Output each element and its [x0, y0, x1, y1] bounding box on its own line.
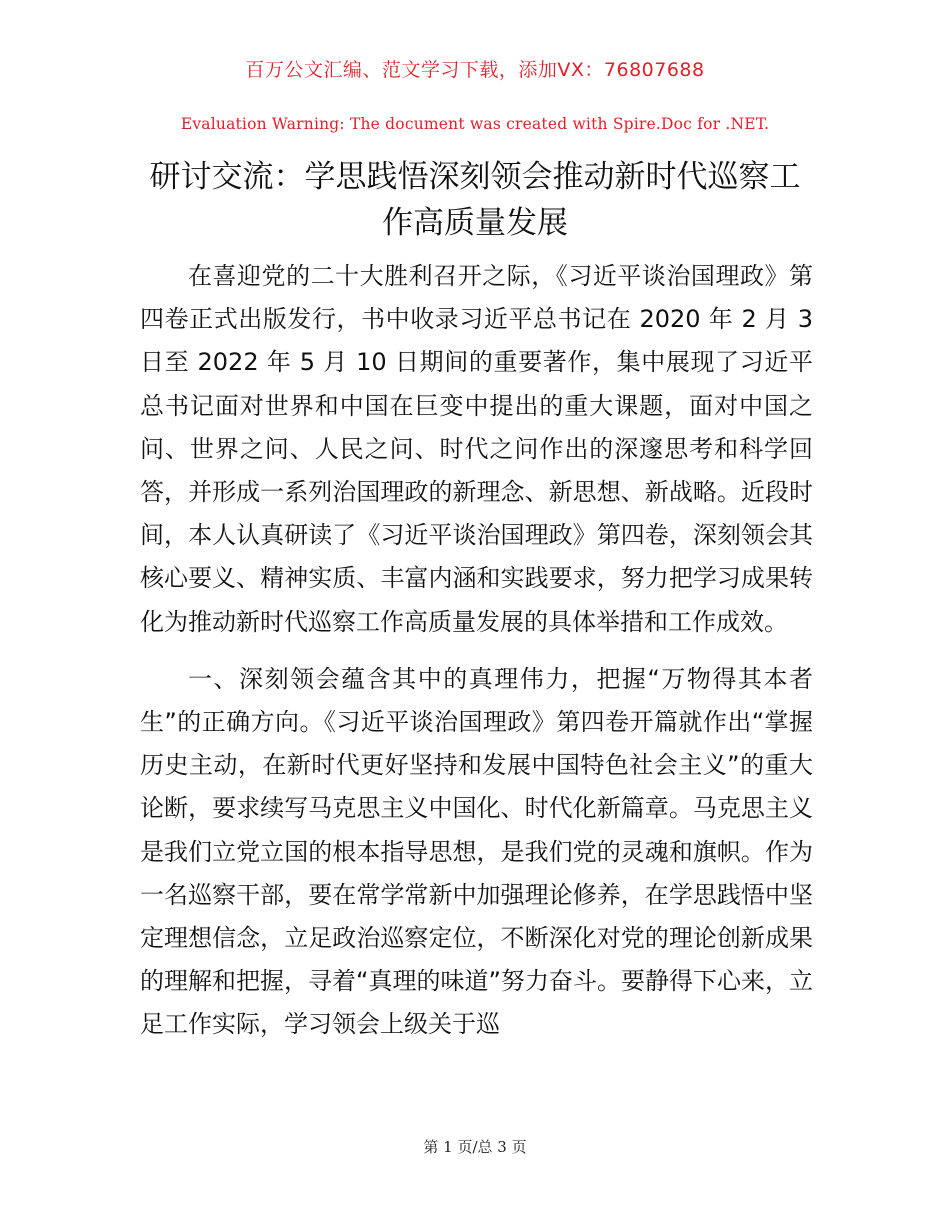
document-title: 研讨交流：学思践悟深刻领会推动新时代巡察工作高质量发展: [149, 159, 801, 241]
page-number: 第 1 页/总 3 页: [423, 1138, 527, 1156]
paragraph-intro: 在喜迎党的二十大胜利召开之际，《习近平谈治国理政》第四卷正式出版发行，书中收录习近平总书记在 2020 年 2 月 3 日至 2022 年 5 月 10 日期间的重要著作，集中展现了习近平总书记面对世界和中国在巨变中提出的重大课题，面对中国之问、世界之问、人民之问、时代之问作出的深邃思考和科学回答，并形成一系列治国理政的新理念、新思想、新战略。近段时间，本人认真研读了《习近平谈治国理政》第四卷，深刻领会其核心要义、精神实质、丰富内涵和实践要求，努力把学习成果转化为推动新时代巡察工作高质量发展的具体举措和工作成效。: [140, 262, 813, 636]
promo-banner: 百万公文汇编、范文学习下载，添加VX：76807688: [245, 59, 705, 81]
evaluation-warning: Evaluation Warning: The document was created with Spire.Doc for .NET.: [180, 115, 770, 133]
paragraph-section-one: 一、深刻领会蕴含其中的真理伟力，把握“万物得其本者生”的正确方向。《习近平谈治国理政》第四卷开篇就作出“掌握历史主动，在新时代更好坚持和发展中国特色社会主义”的重大论断，要求续写马克思主义中国化、时代化新篇章。马克思主义是我们立党立国的根本指导思想，是我们党的灵魂和旗帜。作为一名巡察干部，要在常学常新中加强理论修养，在学思践悟中坚定理想信念，立足政治巡察定位，不断深化对党的理论创新成果的理解和把握，寻着“真理的味道”努力奋斗。要静得下心来，立足工作实际，学习领会上级关于巡: [140, 664, 813, 1039]
document-body: [140, 255, 813, 1061]
